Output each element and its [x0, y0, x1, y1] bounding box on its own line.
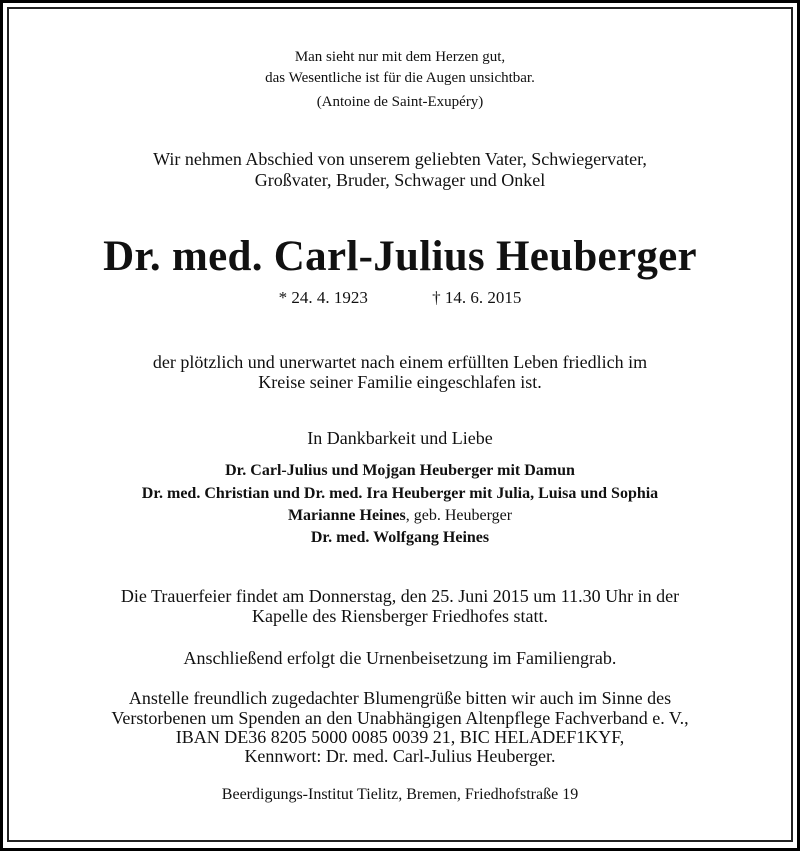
donation-line: IBAN DE36 8205 5000 0085 0039 21, BIC HELADEF1KYF,: [175, 727, 625, 747]
funeral-home: Beerdigungs-Institut Tielitz, Bremen, Friedhofstraße 19: [221, 786, 579, 803]
deceased-name: Dr. med. Carl-Julius Heuberger: [103, 233, 697, 280]
life-dates: [0, 288, 800, 308]
ceremony-line: Kapelle des Riensberger Friedhofes statt.: [251, 606, 549, 626]
donation-line: Verstorbenen um Spenden an den Unabhängigen Altenpflege Fachverband e. V.,: [111, 708, 689, 728]
ceremony-line: Die Trauerfeier findet am Donnerstag, den 25. Juni 2015 um 11.30 Uhr in der: [120, 586, 680, 606]
quote-line: das Wesentliche ist für die Augen unsichtbar.: [265, 70, 535, 86]
death-date: † 14. 6. 2015: [432, 288, 522, 307]
birth-date: * 24. 4. 1923: [278, 288, 368, 307]
thanks-line: In Dankbarkeit und Liebe: [307, 428, 493, 448]
mourner: Dr. Carl-Julius und Mojgan Heuberger mit Damun: [225, 462, 575, 479]
mourner-name: Marianne Heines: [287, 507, 406, 524]
mourner: Dr. med. Wolfgang Heines: [310, 529, 490, 546]
intro-line: Wir nehmen Abschied von unserem geliebten Vater, Schwiegervater,: [153, 149, 647, 169]
mourner: Dr. med. Christian und Dr. med. Ira Heuberger mit Julia, Luisa und Sophia: [141, 485, 659, 502]
donation-line: Anstelle freundlich zugedachter Blumengrüße bitten wir auch im Sinne des: [128, 688, 672, 708]
mourner: [0, 505, 800, 527]
quote-author: (Antoine de Saint-Exupéry): [316, 94, 484, 110]
quote-line: Man sieht nur mit dem Herzen gut,: [294, 49, 506, 65]
passing-line: Kreise seiner Familie eingeschlafen ist.: [258, 372, 542, 392]
burial-line: Anschließend erfolgt die Urnenbeisetzung im Familiengrab.: [183, 648, 617, 668]
mourner-suffix: , geb. Heuberger: [405, 507, 513, 524]
intro-line: Großvater, Bruder, Schwager und Onkel: [254, 170, 546, 190]
passing-line: der plötzlich und unerwartet nach einem erfüllten Leben friedlich im: [152, 352, 648, 372]
donation-line: Kennwort: Dr. med. Carl-Julius Heuberger.: [244, 746, 556, 766]
